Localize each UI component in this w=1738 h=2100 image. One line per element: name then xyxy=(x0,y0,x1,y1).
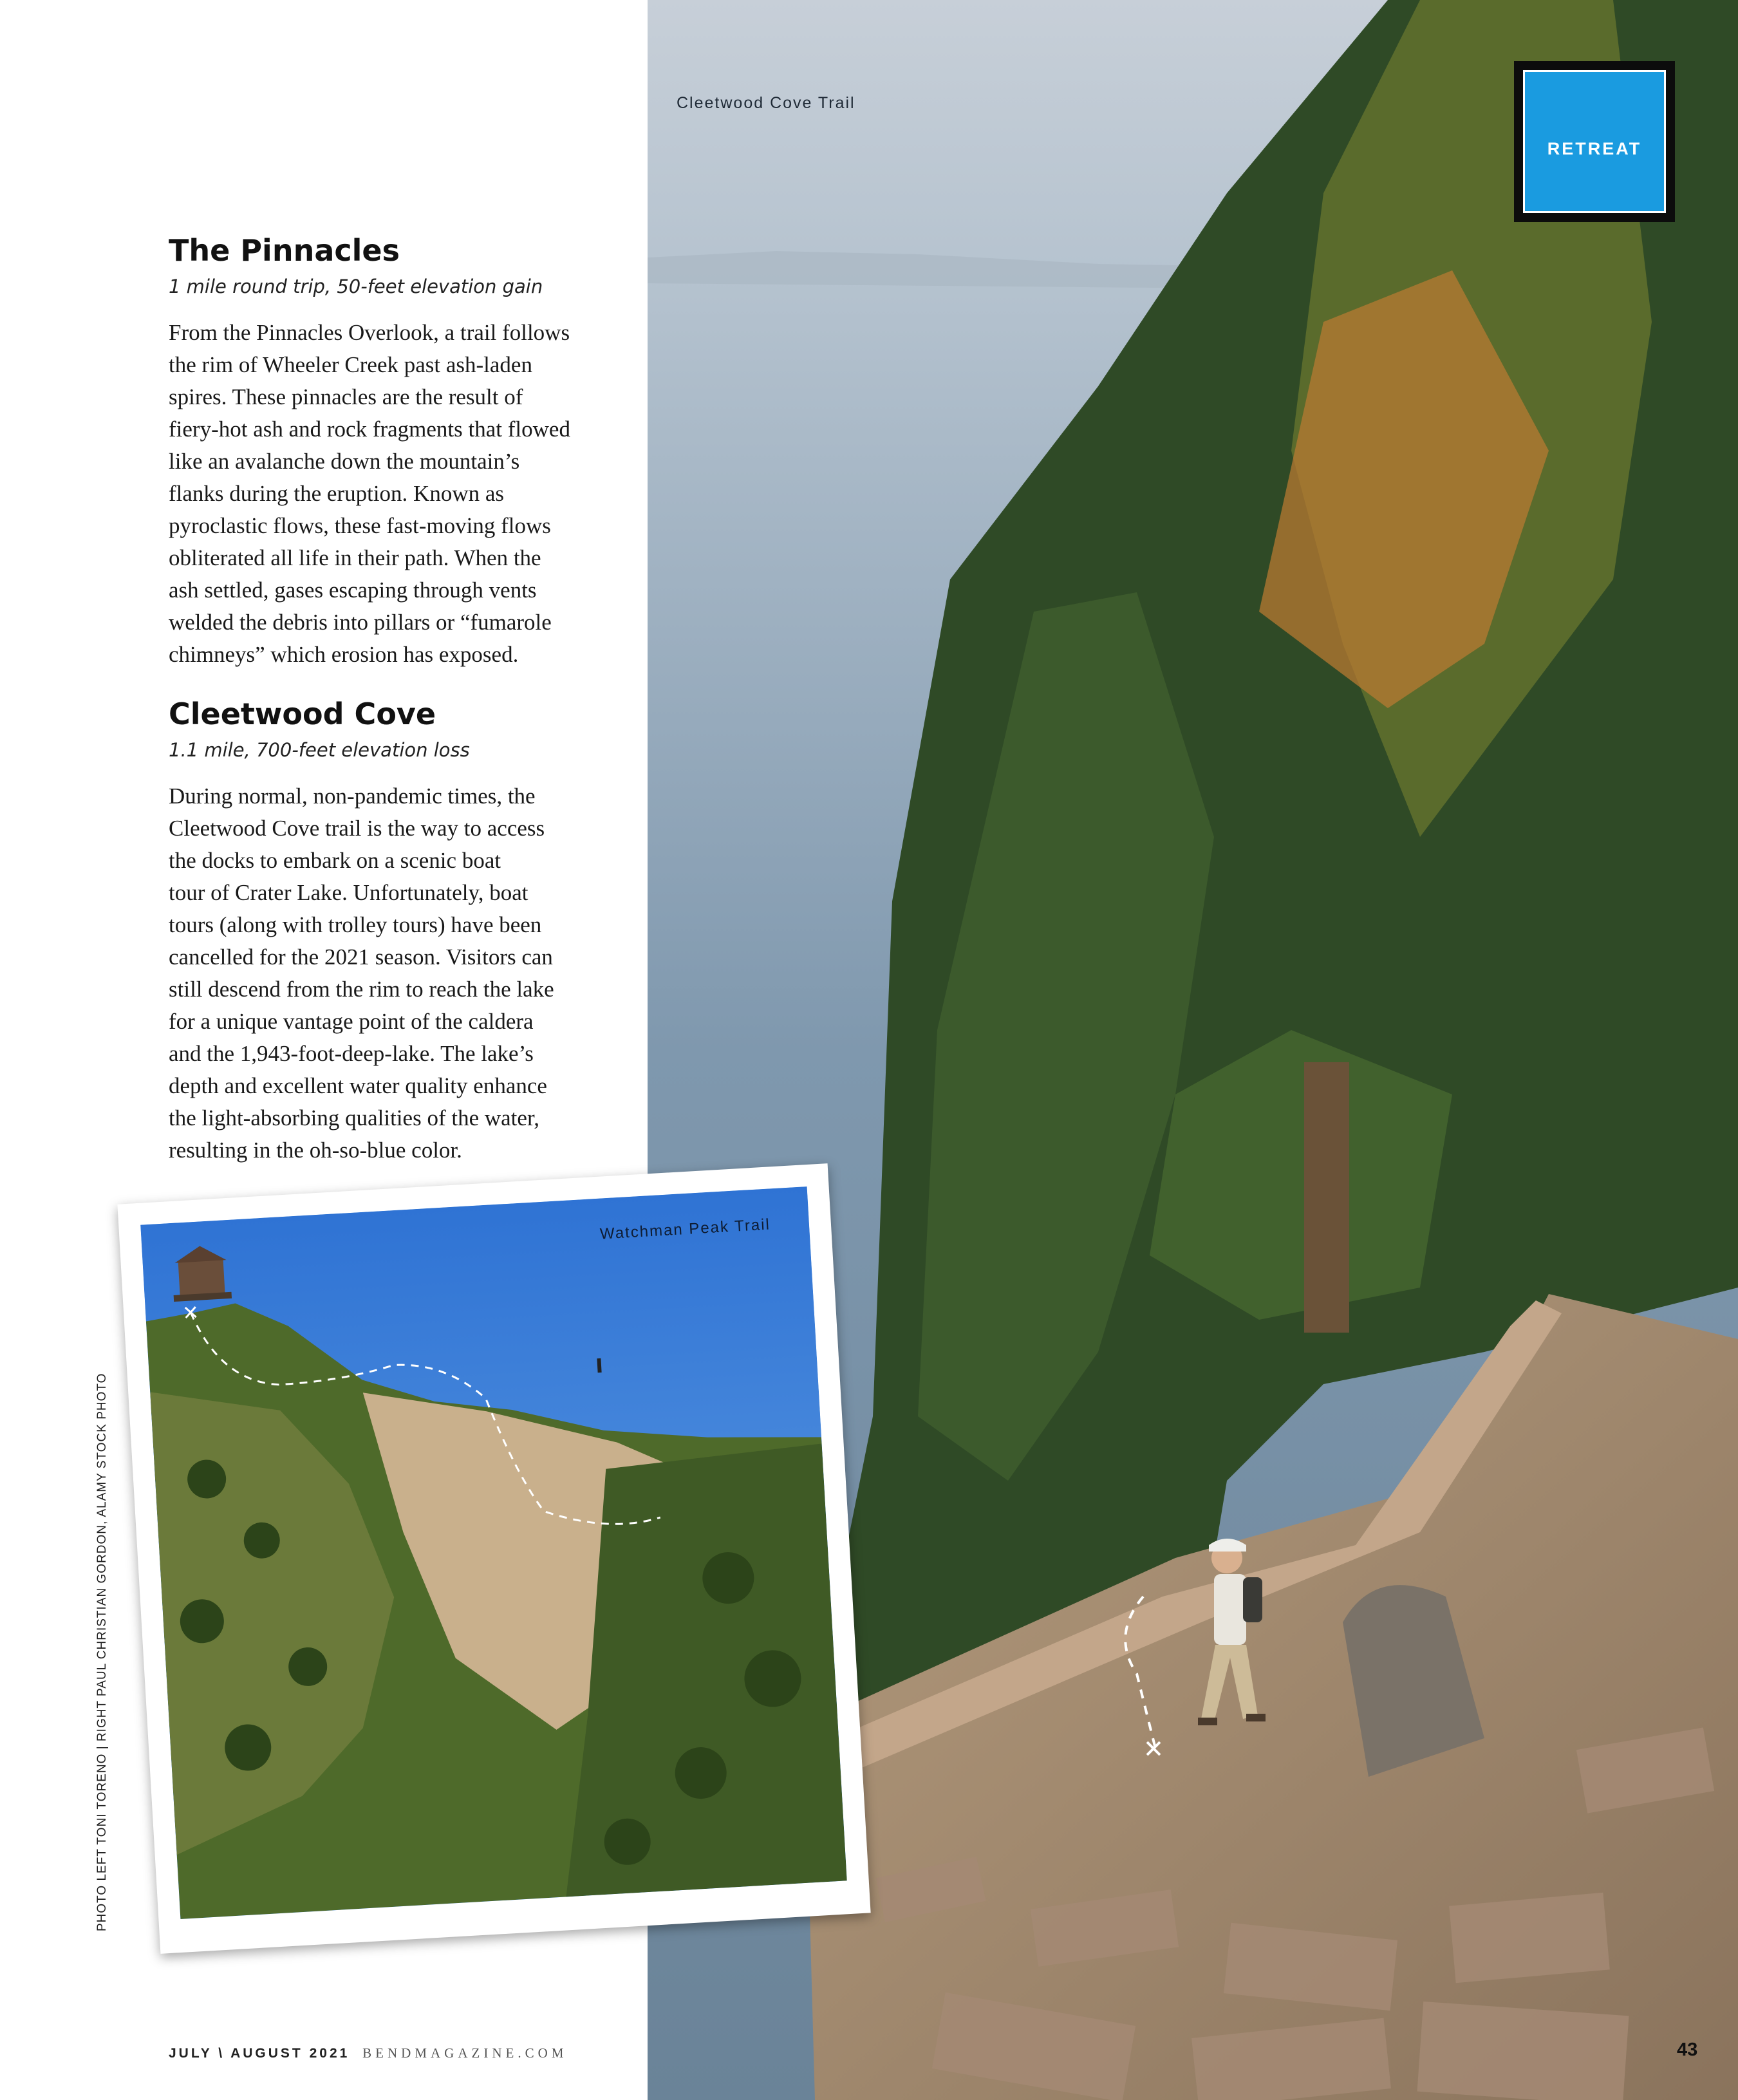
footer-site[interactable]: BENDMAGAZINE.COM xyxy=(362,2045,568,2061)
body-line: obliterated all life in their path. When the xyxy=(169,545,541,570)
body-line: cancelled for the 2021 season. Visitors can xyxy=(169,944,553,970)
body-line: Cleetwood Cove trail is the way to access xyxy=(169,816,545,841)
body-line: depth and excellent water quality enhance xyxy=(169,1073,547,1098)
page-number: 43 xyxy=(1677,2039,1698,2060)
section-title: The Pinnacles xyxy=(169,233,400,268)
body-line: the rim of Wheeler Creek past ash-laden xyxy=(169,352,532,377)
section-body xyxy=(169,317,619,671)
section-subtitle: 1 mile round trip, 50-feet elevation gain xyxy=(169,276,543,297)
body-line: still descend from the rim to reach the lake xyxy=(169,977,554,1002)
body-line: tour of Crater Lake. Unfortunately, boat xyxy=(169,880,528,905)
body-line: During normal, non-pandemic times, the xyxy=(169,783,536,809)
watchman-peak-photo xyxy=(140,1186,846,1919)
body-line: spires. These pinnacles are the result of xyxy=(169,384,523,409)
body-line: From the Pinnacles Overlook, a trail follows xyxy=(169,320,570,345)
body-line: the docks to embark on a scenic boat xyxy=(169,848,501,873)
footer-issue: JULY \ AUGUST 2021 xyxy=(169,2046,350,2061)
body-line: flanks during the eruption. Known as xyxy=(169,481,505,506)
photo-credit: PHOTO LEFT TONI TORENO | RIGHT PAUL CHRISTIAN GORDON, ALAMY STOCK PHOTO xyxy=(95,1373,109,1931)
section-body xyxy=(169,780,619,1167)
section-subtitle: 1.1 mile, 700-feet elevation loss xyxy=(169,739,470,761)
photo-caption-top: Cleetwood Cove Trail xyxy=(677,94,855,112)
body-line: chimneys” which erosion has exposed. xyxy=(169,642,519,667)
pinnacles-section xyxy=(169,233,619,671)
body-line: the light-absorbing qualities of the water, xyxy=(169,1105,539,1130)
section-tab-label: RETREAT xyxy=(1547,139,1642,158)
body-line: pyroclastic flows, these fast-moving flows xyxy=(169,513,551,538)
section-tab-inner xyxy=(1523,70,1666,213)
body-line: welded the debris into pillars or “fumarole xyxy=(169,610,552,635)
body-line: fiery-hot ash and rock fragments that flowed xyxy=(169,417,570,442)
watchman-peak-scene xyxy=(140,1186,846,1919)
body-line: and the 1,943-foot-deep-lake. The lake’s xyxy=(169,1041,534,1066)
section-title: Cleetwood Cove xyxy=(169,697,436,731)
section-tab-retreat xyxy=(1514,61,1675,222)
body-line: ash settled, gases escaping through vents xyxy=(169,577,537,603)
watchman-peak-inset xyxy=(117,1163,870,1954)
body-line: like an avalanche down the mountain’s xyxy=(169,449,520,474)
body-line: for a unique vantage point of the caldera xyxy=(169,1009,534,1034)
cleetwood-section xyxy=(169,697,619,1167)
body-line: resulting in the oh-so-blue color. xyxy=(169,1138,462,1163)
inset-caption: Watchman Peak Trail xyxy=(599,1215,771,1243)
body-line: tours (along with trolley tours) have been xyxy=(169,912,542,937)
page-footer xyxy=(169,2045,567,2061)
